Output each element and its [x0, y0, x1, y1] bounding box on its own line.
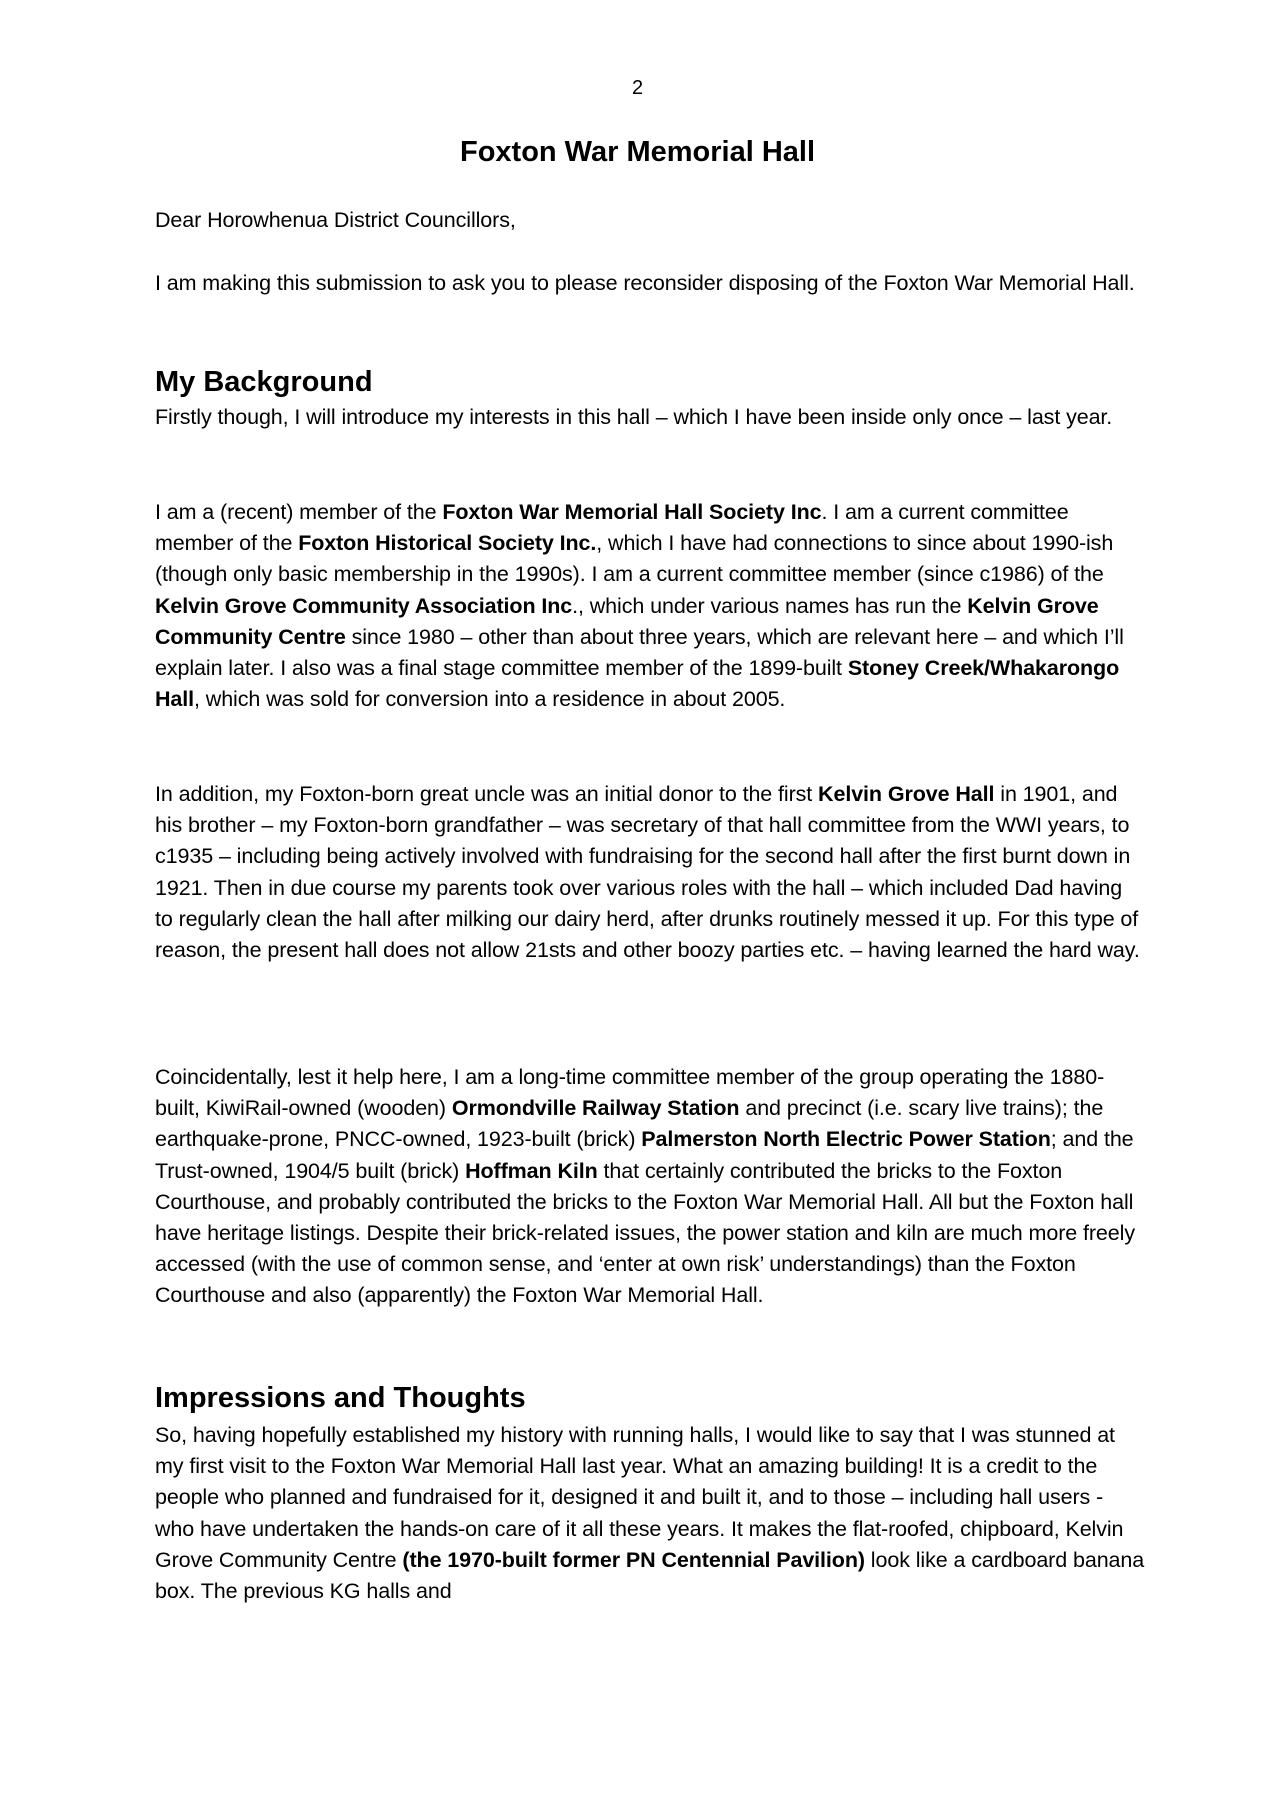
bold-org-name: Kelvin Grove Hall — [818, 782, 995, 806]
text-run: that certainly contributed the bricks to the Foxton Courthouse, and probably contributed the bricks to the Foxton War Memorial Hall. All but the Foxton hall have heritage listings. Despite their brick-related issues, the power station and kiln are much more freely accessed (with the use of common sense, and ‘enter at own risk’ understandings) than the Foxton Courthouse and also (apparently) the Foxton War Memorial Hall. — [155, 1158, 1135, 1308]
bold-org-name: Stoney Creek/Whakarongo Hall — [155, 656, 1120, 712]
text-run: look like a cardboard banana box. The previous KG halls and — [155, 1547, 1145, 1604]
bold-org-name: Foxton War Memorial Hall Society Inc — [442, 500, 822, 524]
background-paragraph-3 — [155, 779, 1145, 966]
text-run: Coincidentally, lest it help here, I am a long-time committee member of the group operating the 1880-built, KiwiRail-owned (wooden) — [155, 1065, 1105, 1121]
text-run: and precinct (i.e. scary live trains); the earthquake-prone, PNCC-owned, 1923-built (brick) — [155, 1096, 1104, 1152]
intro-paragraph: I am making this submission to ask you to please reconsider disposing of the Foxton War Memorial Hall. — [155, 271, 1135, 295]
bold-org-name: Foxton Historical Society Inc. — [298, 531, 597, 556]
text-run: So, having hopefully established my history with running halls, I would like to say that I was stunned at my first visit to the Foxton War Memorial Hall last year. What an amazing building! It is a credit to the people who planned and fundraised for it, designed it and built it, and to those – including hall users - who have undertaken the hands-on care of it all these years. It makes the flat-roofed, chipboard, Kelvin Grove Community Centre — [155, 1423, 1124, 1572]
bold-org-name: Ormondville Railway Station — [451, 1096, 740, 1121]
section-heading-my-background: My Background — [155, 366, 373, 398]
impressions-paragraph-1 — [155, 1420, 1145, 1607]
text-run: . I am a current committee member of the — [155, 500, 1069, 556]
background-paragraph-4 — [155, 1062, 1145, 1312]
text-run: , which was sold for conversion into a residence in about 2005. — [194, 687, 786, 712]
text-run: I am a (recent) member of the — [155, 500, 443, 524]
bold-org-name: Hoffman Kiln — [465, 1158, 598, 1183]
bold-org-name: Kelvin Grove Community Association Inc — [155, 593, 573, 618]
bold-phrase: (the 1970-built former PN Centennial Pavilion) — [402, 1547, 865, 1572]
text-run: ., which under various names has run the — [572, 593, 968, 618]
text-run: in 1901, and his brother – my Foxton-born grandfather – was secretary of that hall committee from the WWI years, to c1935 – including being actively involved with fundraising for the second hall after the first burnt down in 1921. Then in due course my parents took over various roles with the hall – which included Dad having to regularly clean the hall after milking our dairy herd, after drunks routinely messed it up. For this type of reason, the present hall does not allow 21sts and other boozy parties etc. – having learned the hard way. — [155, 782, 1140, 963]
text-run: since 1980 – other than about three years, which are relevant here – and which I’ll explain later. I also was a final stage committee member of the 1899-built — [155, 624, 1124, 681]
page-number: 2 — [631, 77, 644, 99]
bold-org-name: Kelvin Grove Community Centre — [155, 593, 1099, 649]
page-title: Foxton War Memorial Hall — [459, 136, 816, 168]
greeting: Dear Horowhenua District Councillors, — [155, 208, 516, 232]
text-run: ; and the Trust-owned, 1904/5 built (brick) — [155, 1127, 1134, 1183]
background-paragraph-1: Firstly though, I will introduce my interests in this hall – which I have been inside only once – last year. — [155, 405, 1113, 429]
background-paragraph-2 — [155, 497, 1145, 715]
section-heading-impressions-and-thoughts: Impressions and Thoughts — [155, 1382, 526, 1414]
text-run: In addition, my Foxton-born great uncle was an initial donor to the first — [155, 782, 819, 806]
text-run: , which I have had connections to since about 1990-ish (though only basic membership in the 1990s). I am a current committee member (since c1986) of the — [155, 531, 1114, 587]
bold-org-name: Palmerston North Electric Power Station — [641, 1127, 1051, 1152]
